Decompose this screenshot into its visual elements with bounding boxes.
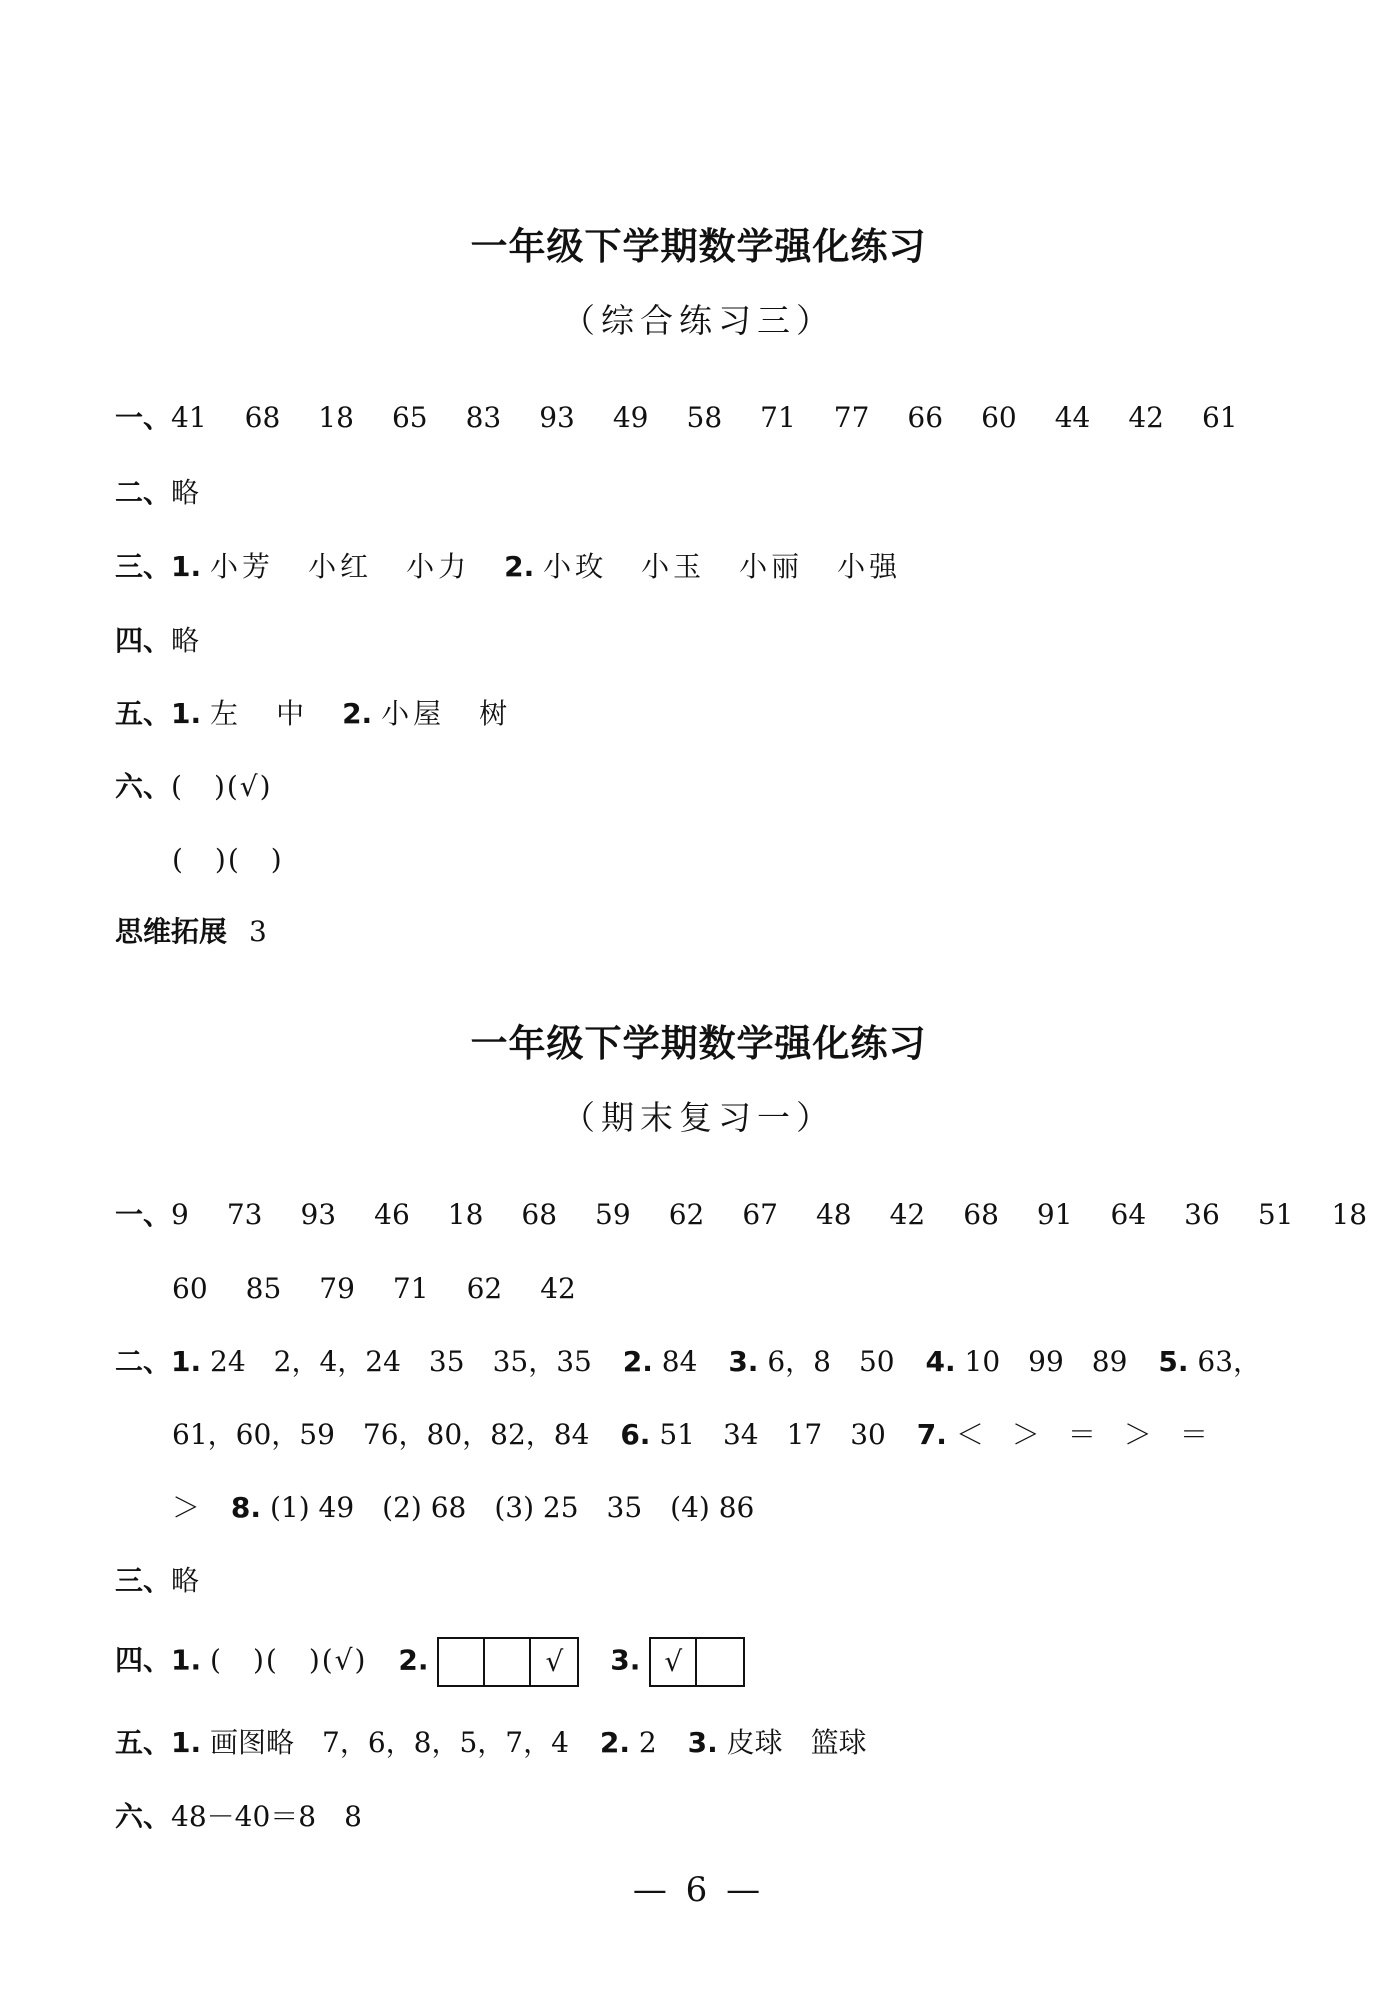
answer-value: 68 [963, 1198, 999, 1231]
answer-value: 68 [521, 1198, 558, 1231]
s2-q1-values-2 [172, 1272, 614, 1305]
s2-q2-line1 [115, 1342, 1261, 1382]
s2-q1-label: 一、 [115, 1198, 172, 1231]
s1-q4-text: 略 [171, 624, 200, 657]
check-mark-cell: √ [545, 1645, 564, 1678]
s1-q6-line1 [115, 767, 273, 807]
answer-value: 68 [244, 401, 281, 434]
empty-cell [439, 1639, 485, 1685]
answer-value: 79 [319, 1272, 355, 1305]
s2-q2-n8: 8. [230, 1491, 262, 1524]
s1-q1-label: 一、 [115, 401, 172, 434]
s2-q1-line2 [172, 1269, 614, 1309]
s2-q5-a1: 画图略 7，6，8，5，7，4 [210, 1726, 569, 1759]
section2-title: 一年级下学期数学强化练习 [470, 1022, 927, 1065]
s2-q4-n3: 3. [610, 1643, 641, 1677]
answer-word: 树 [479, 697, 512, 730]
s1-q6-label: 六、 [115, 770, 172, 803]
s2-q4-n2: 2. [398, 1643, 429, 1677]
s1-q1-values [171, 401, 1276, 434]
s2-q2-a8: (1) 49 (2) 68 (3) 25 35 (4) 86 [269, 1491, 755, 1524]
answer-word: 小力 [406, 550, 471, 583]
s2-q4-label: 四、 [115, 1643, 172, 1677]
s2-q2-a2: 84 [661, 1345, 698, 1378]
answer-value: 46 [374, 1198, 410, 1231]
s2-q6-text: 48－40＝8 8 [171, 1800, 362, 1833]
answer-word: 左 [210, 697, 243, 730]
s2-q4-a1: ( )( )(√) [210, 1643, 368, 1677]
s2-q1-line1 [115, 1195, 1397, 1235]
s2-q3-text: 略 [171, 1564, 200, 1597]
s2-q2-n2: 2. [622, 1345, 653, 1378]
answer-value: 61 [1201, 401, 1238, 434]
s2-q3-line [115, 1561, 199, 1601]
s1-q3-answers-2 [543, 550, 935, 583]
s1-q6-text1: ( )(√) [171, 770, 273, 803]
answer-word: 小强 [837, 550, 902, 583]
answer-value: 18 [318, 401, 354, 434]
s2-q2-n6: 6. [620, 1418, 651, 1451]
s2-q5-a2: 2 [638, 1726, 657, 1759]
s2-q2-a3: 6，8 50 [767, 1345, 895, 1378]
answer-word: 小芳 [210, 550, 275, 583]
s1-q6-text2: ( )( ) [172, 843, 284, 876]
s2-q5-n1: 1. [171, 1726, 202, 1759]
answer-word: 小丽 [739, 550, 804, 583]
answer-value: 62 [466, 1272, 503, 1305]
s1-q5-label: 五、 [115, 697, 172, 730]
s2-q4-n1: 1. [171, 1643, 202, 1677]
s2-q2-a5-part2: 61，60，59 76，80，82，84 [172, 1418, 590, 1451]
answer-word: 小红 [308, 550, 373, 583]
answer-value: 83 [465, 401, 502, 434]
answer-value: 41 [171, 401, 207, 434]
s1-q6-line2 [172, 840, 284, 880]
s1-ext-value: 3 [249, 915, 267, 948]
answer-value: 18 [447, 1198, 484, 1231]
s2-q2-a7-part1: ＜ ＞ ＝ ＞ ＝ [955, 1418, 1208, 1451]
s2-q5-label: 五、 [115, 1726, 172, 1759]
answer-value: 48 [815, 1198, 852, 1231]
s2-q1-values-1 [171, 1198, 1397, 1231]
answer-value: 77 [833, 401, 870, 434]
answer-value: 49 [612, 401, 649, 434]
s2-q2-line2 [172, 1415, 1208, 1455]
s2-q4-grid-3 [649, 1637, 745, 1687]
empty-cell [485, 1639, 531, 1685]
s1-q3-label: 三、 [115, 550, 172, 583]
s1-q3-line [115, 547, 935, 587]
answer-value: 67 [742, 1198, 778, 1231]
s1-q2-label: 二、 [115, 476, 172, 509]
s2-q2-a5-part1: 63， [1197, 1345, 1262, 1378]
s2-q2-line3 [172, 1488, 754, 1528]
s1-q5-n1: 1. [171, 697, 202, 730]
s2-q2-a4: 10 99 89 [964, 1345, 1128, 1378]
answer-value: 71 [392, 1272, 429, 1305]
answer-value: 65 [391, 401, 428, 434]
answer-value: 9 [171, 1198, 189, 1231]
s1-q3-n1: 1. [171, 550, 202, 583]
s1-q3-answers-1 [210, 550, 504, 583]
s2-q4-line [115, 1637, 745, 1687]
page-number: — 6 — [632, 1870, 765, 1910]
answer-value: 42 [540, 1272, 576, 1305]
section2-subtitle: （期末复习一） [562, 1098, 835, 1137]
s1-ext-line [115, 912, 267, 952]
answer-value: 91 [1036, 1198, 1073, 1231]
answer-value: 66 [907, 401, 944, 434]
answer-value: 71 [760, 401, 796, 434]
answer-value: 58 [686, 401, 723, 434]
s2-q5-a3: 皮球 篮球 [726, 1726, 867, 1759]
s2-q2-a6: 51 34 17 30 [659, 1418, 886, 1451]
s2-q2-n5: 5. [1158, 1345, 1189, 1378]
answer-value: 36 [1184, 1198, 1220, 1231]
answer-value: 62 [668, 1198, 705, 1231]
answer-value: 60 [981, 401, 1017, 434]
s2-q4-grid-2 [437, 1637, 579, 1687]
answer-value: 44 [1054, 401, 1091, 434]
s1-q5-answers-1 [210, 697, 342, 730]
answer-value: 85 [245, 1272, 282, 1305]
s1-ext-label: 思维拓展 [115, 915, 228, 948]
answer-value: 93 [300, 1198, 337, 1231]
s1-q4-label: 四、 [115, 624, 172, 657]
empty-cell [697, 1639, 743, 1685]
s2-q5-n3: 3. [687, 1726, 718, 1759]
answer-word: 小玉 [641, 550, 706, 583]
answer-word: 小玫 [543, 550, 608, 583]
s1-q5-n2: 2. [342, 697, 373, 730]
answer-value: 42 [889, 1198, 926, 1231]
s2-q5-line [115, 1723, 867, 1763]
answer-value: 59 [595, 1198, 631, 1231]
s2-q2-n4: 4. [925, 1345, 956, 1378]
answer-word: 小屋 [381, 697, 446, 730]
s2-q6-line [115, 1797, 362, 1837]
check-mark-cell: √ [651, 1639, 697, 1685]
s1-q4-line [115, 621, 199, 661]
s1-q3-n2: 2. [504, 550, 535, 583]
answer-value: 93 [539, 401, 575, 434]
s2-q2-n1: 1. [171, 1345, 202, 1378]
s1-q2-text: 略 [171, 476, 200, 509]
s1-q5-line [115, 694, 545, 734]
section1-subtitle: （综合练习三） [562, 301, 835, 340]
answer-word: 中 [276, 697, 309, 730]
s2-q5-n2: 2. [599, 1726, 630, 1759]
answer-value: 73 [226, 1198, 263, 1231]
answer-value: 64 [1110, 1198, 1147, 1231]
answer-value: 18 [1331, 1198, 1368, 1231]
s2-q2-label: 二、 [115, 1345, 172, 1378]
s2-q2-n3: 3. [728, 1345, 759, 1378]
s2-q2-a7-part2: ＞ [172, 1491, 201, 1524]
answer-value: 60 [172, 1272, 208, 1305]
section1-title: 一年级下学期数学强化练习 [470, 225, 927, 268]
s2-q2-a1: 24 2，4，24 35 35，35 [210, 1345, 592, 1378]
answer-value: 51 [1257, 1198, 1294, 1231]
s1-q1-line [115, 398, 1276, 438]
s2-q3-label: 三、 [115, 1564, 172, 1597]
s2-q2-n7: 7. [916, 1418, 947, 1451]
answer-value: 42 [1128, 401, 1164, 434]
s2-q6-label: 六、 [115, 1800, 172, 1833]
s1-q2-line [115, 473, 199, 513]
s1-q5-answers-2 [381, 697, 545, 730]
